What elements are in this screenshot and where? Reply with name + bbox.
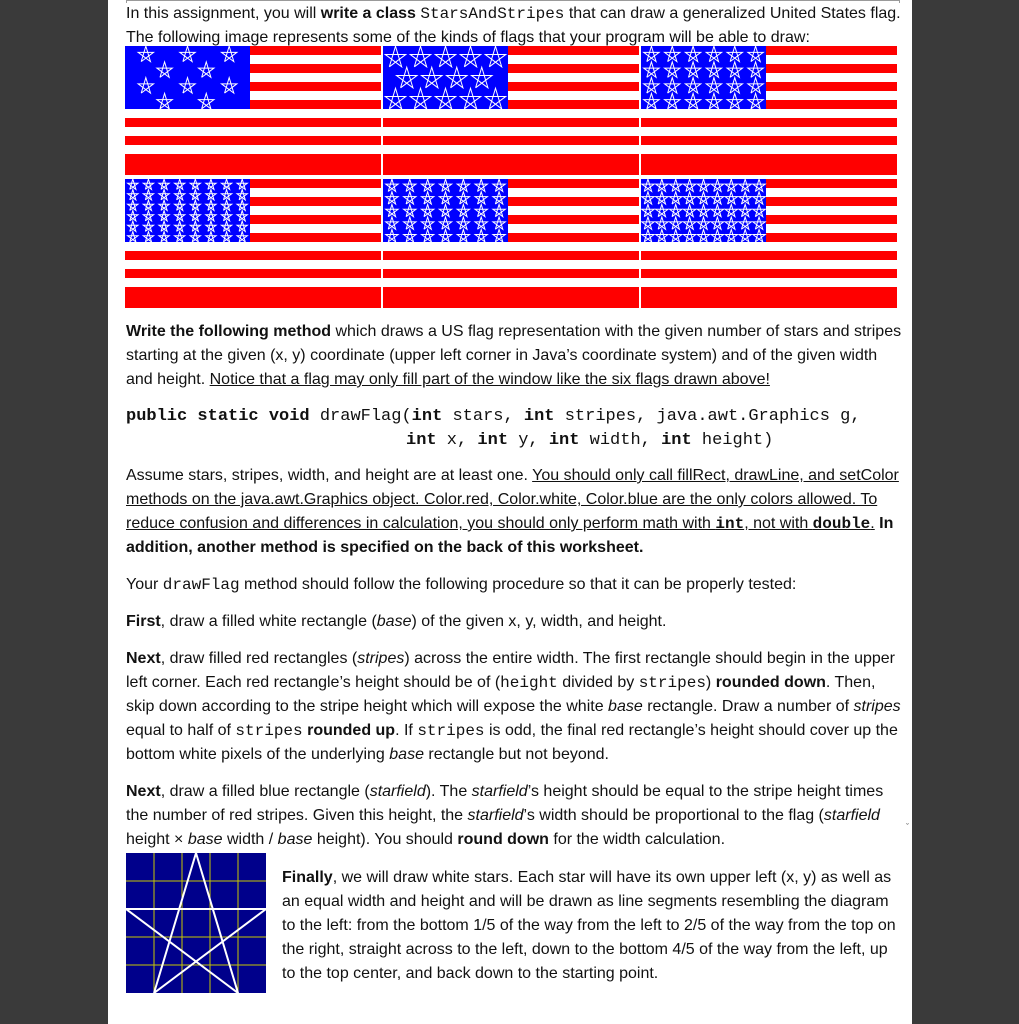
flag-red-stripe xyxy=(125,136,381,145)
example-flag xyxy=(383,179,639,308)
first-step-paragraph: First, draw a filled white rectangle (base) of the given x, y, width, and height. xyxy=(126,613,667,630)
star-construction-diagram xyxy=(126,853,266,993)
flag-starfield xyxy=(125,179,250,242)
example-flag xyxy=(125,46,381,175)
stripes-step-paragraph: Next, draw filled red rectangles (stripes) across the entire width. The first rectangle should begin in the upper left corner. Each red rectangle’s height should be of (height divided by stripes) rounded down. Then, skip down according to the stripe height which will expose the white base rectangle. Draw a number of stripes equal to half of stripes rounded up. If stripes is odd, the final red rectangle’s height should cover up the bottom white pixels of the underlying base rectangle but not beyond. xyxy=(126,650,901,763)
example-flag xyxy=(641,46,897,175)
example-flag xyxy=(383,46,639,175)
example-flag xyxy=(641,179,897,308)
flag-red-stripe xyxy=(383,154,639,175)
flag-drawing xyxy=(125,46,381,175)
flag-red-stripe xyxy=(383,287,639,308)
assumptions-paragraph: Assume stars, stripes, width, and height are at least one. You should only call fillRect, drawLine, and setColor methods on the java.awt.Graphics object. Color.red, Color.white, Color.blue are the only colors allowed. To reduce confusion and differences in calculation, you should only perform math with int, not with double. In addition, another method is specified on the back of this worksheet. xyxy=(126,467,899,556)
top-rule xyxy=(126,0,900,1)
class-name-code: StarsAndStripes xyxy=(420,5,565,23)
star-diagram-background xyxy=(126,853,266,993)
worksheet-page xyxy=(108,0,912,1024)
flag-red-stripe xyxy=(383,269,639,278)
flag-red-stripe xyxy=(383,118,639,127)
procedure-paragraph: Your drawFlag method should follow the following procedure so that it can be properly tested: xyxy=(126,576,797,594)
example-flag xyxy=(125,179,381,308)
flag-red-stripe xyxy=(125,269,381,278)
flag-red-stripe xyxy=(125,287,381,308)
method-signature-line-1: public static void drawFlag(int stars, int stripes, java.awt.Graphics g, xyxy=(126,407,861,426)
flag-drawing xyxy=(641,46,897,175)
flag-drawing xyxy=(383,179,639,308)
method-paragraph: Write the following method which draws a US flag representation with the given number of stars and stripes starting at the given (x, y) coordinate (upper left corner in Java’s coordinate system) and of the given width and height. Notice that a flag may only fill part of the window like the six flags drawn above! xyxy=(126,323,902,388)
stars-step-paragraph: Finally, we will draw white stars. Each star will have its own upper left (x, y) as well as an equal width and height and will be drawn as line segments resembling the diagram to the left: from the bottom 1/5 of the way from the left to 2/5 of the way from the top on the right, straight across to the left, down to the bottom 4/5 of the way from the left, up to the top center, and back down to the starting point. xyxy=(282,869,896,982)
flag-red-stripe xyxy=(641,136,897,145)
flag-red-stripe xyxy=(641,287,897,308)
flag-drawing xyxy=(641,179,897,308)
flag-red-stripe xyxy=(641,251,897,260)
flag-red-stripe xyxy=(125,251,381,260)
flag-red-stripe xyxy=(383,251,639,260)
star-diagram-drawing xyxy=(126,853,266,993)
stray-mark: ˇ xyxy=(906,822,909,832)
flag-red-stripe xyxy=(383,136,639,145)
starfield-step-paragraph: Next, draw a filled blue rectangle (starfield). The starfield’s height should be equal to the stripe height times the number of red stripes. Given this height, the starfield’s width should be proportional to the flag (starfield height × base width / base height). You should round down for the width calculation. xyxy=(126,783,884,848)
flag-drawing xyxy=(383,46,639,175)
flag-red-stripe xyxy=(125,118,381,127)
flag-drawing xyxy=(125,179,381,308)
flag-red-stripe xyxy=(641,269,897,278)
example-flags-grid xyxy=(125,46,898,308)
flag-red-stripe xyxy=(125,154,381,175)
flag-red-stripe xyxy=(641,118,897,127)
method-signature-line-2: int x, int y, int width, int height) xyxy=(406,431,774,450)
intro-paragraph: In this assignment, you will write a class StarsAndStripes that can draw a generalized United States flag. The following image represents some of the kinds of flags that your program will be able to draw: xyxy=(126,5,901,46)
flag-red-stripe xyxy=(641,154,897,175)
